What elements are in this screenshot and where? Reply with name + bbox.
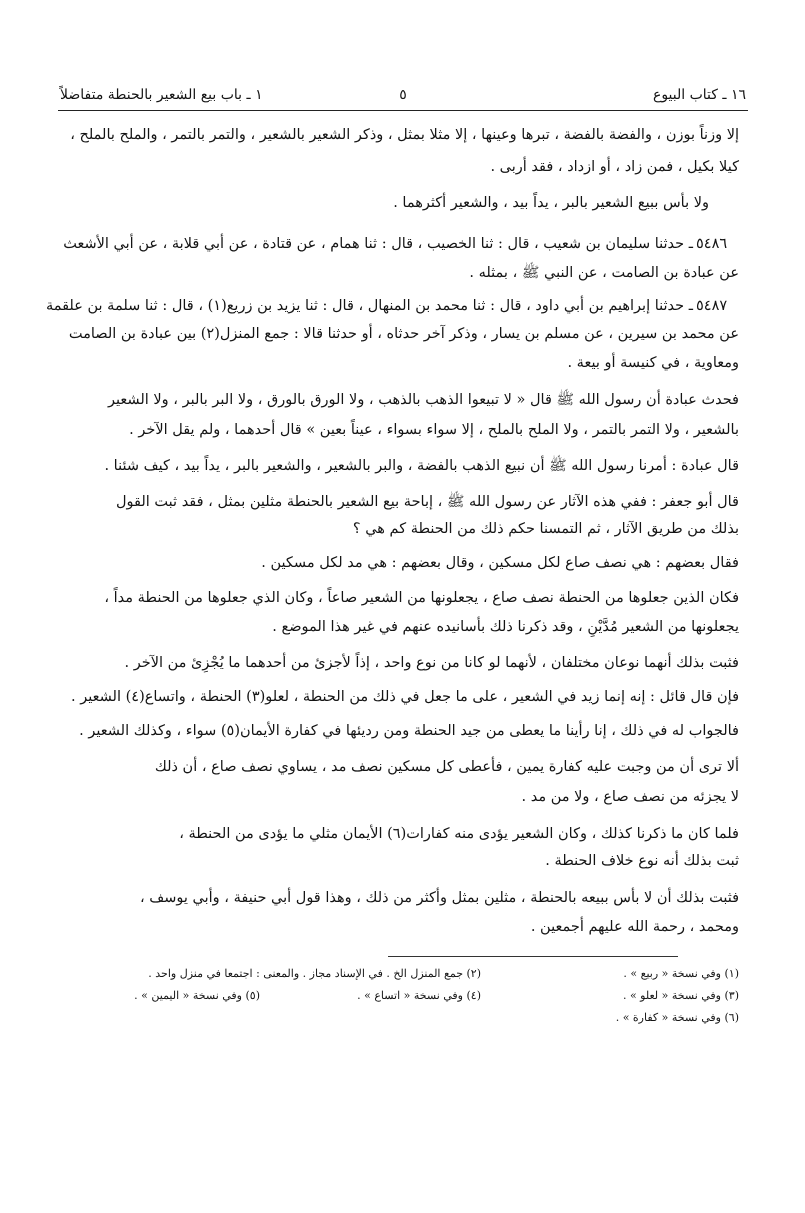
text-line: يجعلونها من الشعير مُدَّيْنِ ، وقد ذكرنا ذلك بأسانيده عنهم في غير هذا الموضع . [272, 619, 739, 635]
footnote: (٣) وفي نسخة « لعلو » . [622, 989, 739, 1002]
text-line: قال عبادة : أمرنا رسول الله ﷺ أن نبيع الذهب بالفضة ، والبر بالشعير ، والشعير بالبر ، يداً بيد ، كيف شئنا . [104, 458, 739, 474]
text-line: لا يجزئه من نصف صاع ، ولا من مد . [521, 789, 739, 805]
text-line: ـ حدثنا سليمان بن شعيب ، قال : ثنا الخصيب ، قال : ثنا همام ، عن قتادة ، عن أبي قلابة ، عن أبي الأشعث [63, 236, 693, 252]
header-divider [58, 110, 748, 111]
hadith-number: ٥٤٨٦ [696, 236, 728, 252]
text-line: فإن قال قائل : إنه إنما زيد في الشعير ، على ما جعل في ذلك من الحنطة ، لعلو(٣) الحنطة ، واتساع(٤) الشعير . [71, 689, 739, 705]
text-line: عن عبادة بن الصامت ، عن النبي ﷺ ، بمثله . [469, 265, 739, 281]
text-line: ولا بأس ببيع الشعير بالبر ، يداً بيد ، والشعير أكثرهما . [393, 195, 709, 211]
text-line: فثبت بذلك أن لا بأس ببيعه بالحنطة ، مثلين بمثل وأكثر من ذلك ، وهذا قول أبي حنيفة ، وأبي يوسف ، [139, 890, 739, 906]
text-line: بالشعير ، ولا التمر بالتمر ، ولا الملح بالملح ، إلا سواء بسواء ، عيناً بعين » قال أحدهما ، ولم يقل الآخر . [129, 422, 739, 438]
text-line: عن محمد بن سيرين ، عن مسلم بن يسار ، وذكر آخر حدثاه ، أو حدثنا قالا : جمع المنزل(٢) بين عبادة بن الصامت [68, 326, 739, 342]
text-line: بذلك من طريق الآثار ، ثم التمسنا حكم ذلك من الحنطة كم هي ؟ [352, 521, 739, 537]
text-line: ثبت بذلك أنه نوع خلاف الحنطة . [545, 853, 739, 869]
text-line: قال أبو جعفر : ففي هذه الآثار عن رسول الله ﷺ ، إباحة بيع الشعير بالحنطة مثلين بمثل ، فقد ثبت القول [116, 494, 739, 510]
footnote-divider [388, 956, 678, 957]
header-book-title: ١٦ ـ كتاب البيوع [652, 87, 746, 103]
text-line: ألا ترى أن من وجبت عليه كفارة يمين ، فأعطى كل مسكين نصف مد ، يساوي نصف صاع ، أن ذلك [154, 759, 739, 775]
header-chapter-title: ١ ـ باب بيع الشعير بالحنطة متفاضلاً [60, 87, 263, 103]
text-line: ومحمد ، رحمة الله عليهم أجمعين . [530, 919, 739, 935]
footnote: (١) وفي نسخة « ربيع » . [623, 967, 739, 980]
footnote: (٥) وفي نسخة « اليمين » . [134, 989, 260, 1002]
hadith-number: ٥٤٨٧ [696, 298, 728, 314]
footnote: (٦) وفي نسخة « كفارة » . [615, 1011, 739, 1024]
text-line: إلا وزناً بوزن ، والفضة بالفضة ، تبرها وعينها ، إلا مثلا بمثل ، وذكر الشعير بالشعير ، والتمر بالتمر ، والملح بالملح ، [70, 127, 739, 143]
text-line: فحدث عبادة أن رسول الله ﷺ قال « لا تبيعوا الذهب بالذهب ، ولا الورق بالورق ، ولا البر بالبر ، ولا الشعير [108, 392, 739, 408]
footnote: (٤) وفي نسخة « اتساع » . [357, 989, 481, 1002]
text-line: ومعاوية ، في كنيسة أو بيعة . [567, 355, 739, 371]
text-line: ـ حدثنا إبراهيم بن أبي داود ، قال : ثنا محمد بن المنهال ، قال : ثنا يزيد بن زريع(١) ، قال : ثنا سلمة بن علقمة [45, 298, 693, 314]
text-line: فالجواب له في ذلك ، إنا رأينا ما يعطى من جيد الحنطة ومن رديئها في كفارة الأيمان(٥) سواء ، وكذلك الشعير . [79, 723, 739, 739]
text-line: فقال بعضهم : هي نصف صاع لكل مسكين ، وقال بعضهم : هي مد لكل مسكين . [261, 555, 739, 571]
text-line: فلما كان ما ذكرنا كذلك ، وكان الشعير يؤدى منه كفارات(٦) الأيمان مثلي ما يؤدى من الحنطة ، [179, 826, 739, 842]
header-page-number: ٥ [399, 87, 407, 103]
footnote: (٢) جمع المنزل الخ . في الإسناد مجاز . والمعنى : اجتمعا في منزل واحد . [148, 967, 481, 980]
text-line: فثبت بذلك أنهما نوعان مختلفان ، لأنهما لو كانا من نوع واحد ، إذاً لأجزئ من أحدهما ما يُجْزِئ من الآخر . [124, 655, 739, 671]
running-header [60, 84, 746, 110]
text-line: كيلا بكيل ، فمن زاد ، أو ازداد ، فقد أربى . [490, 159, 739, 175]
text-line: فكان الذين جعلوها من الحنطة نصف صاع ، يجعلونها من الشعير صاعاً ، وكان الذي جعلوها من الحنطة مداً ، [104, 590, 739, 606]
